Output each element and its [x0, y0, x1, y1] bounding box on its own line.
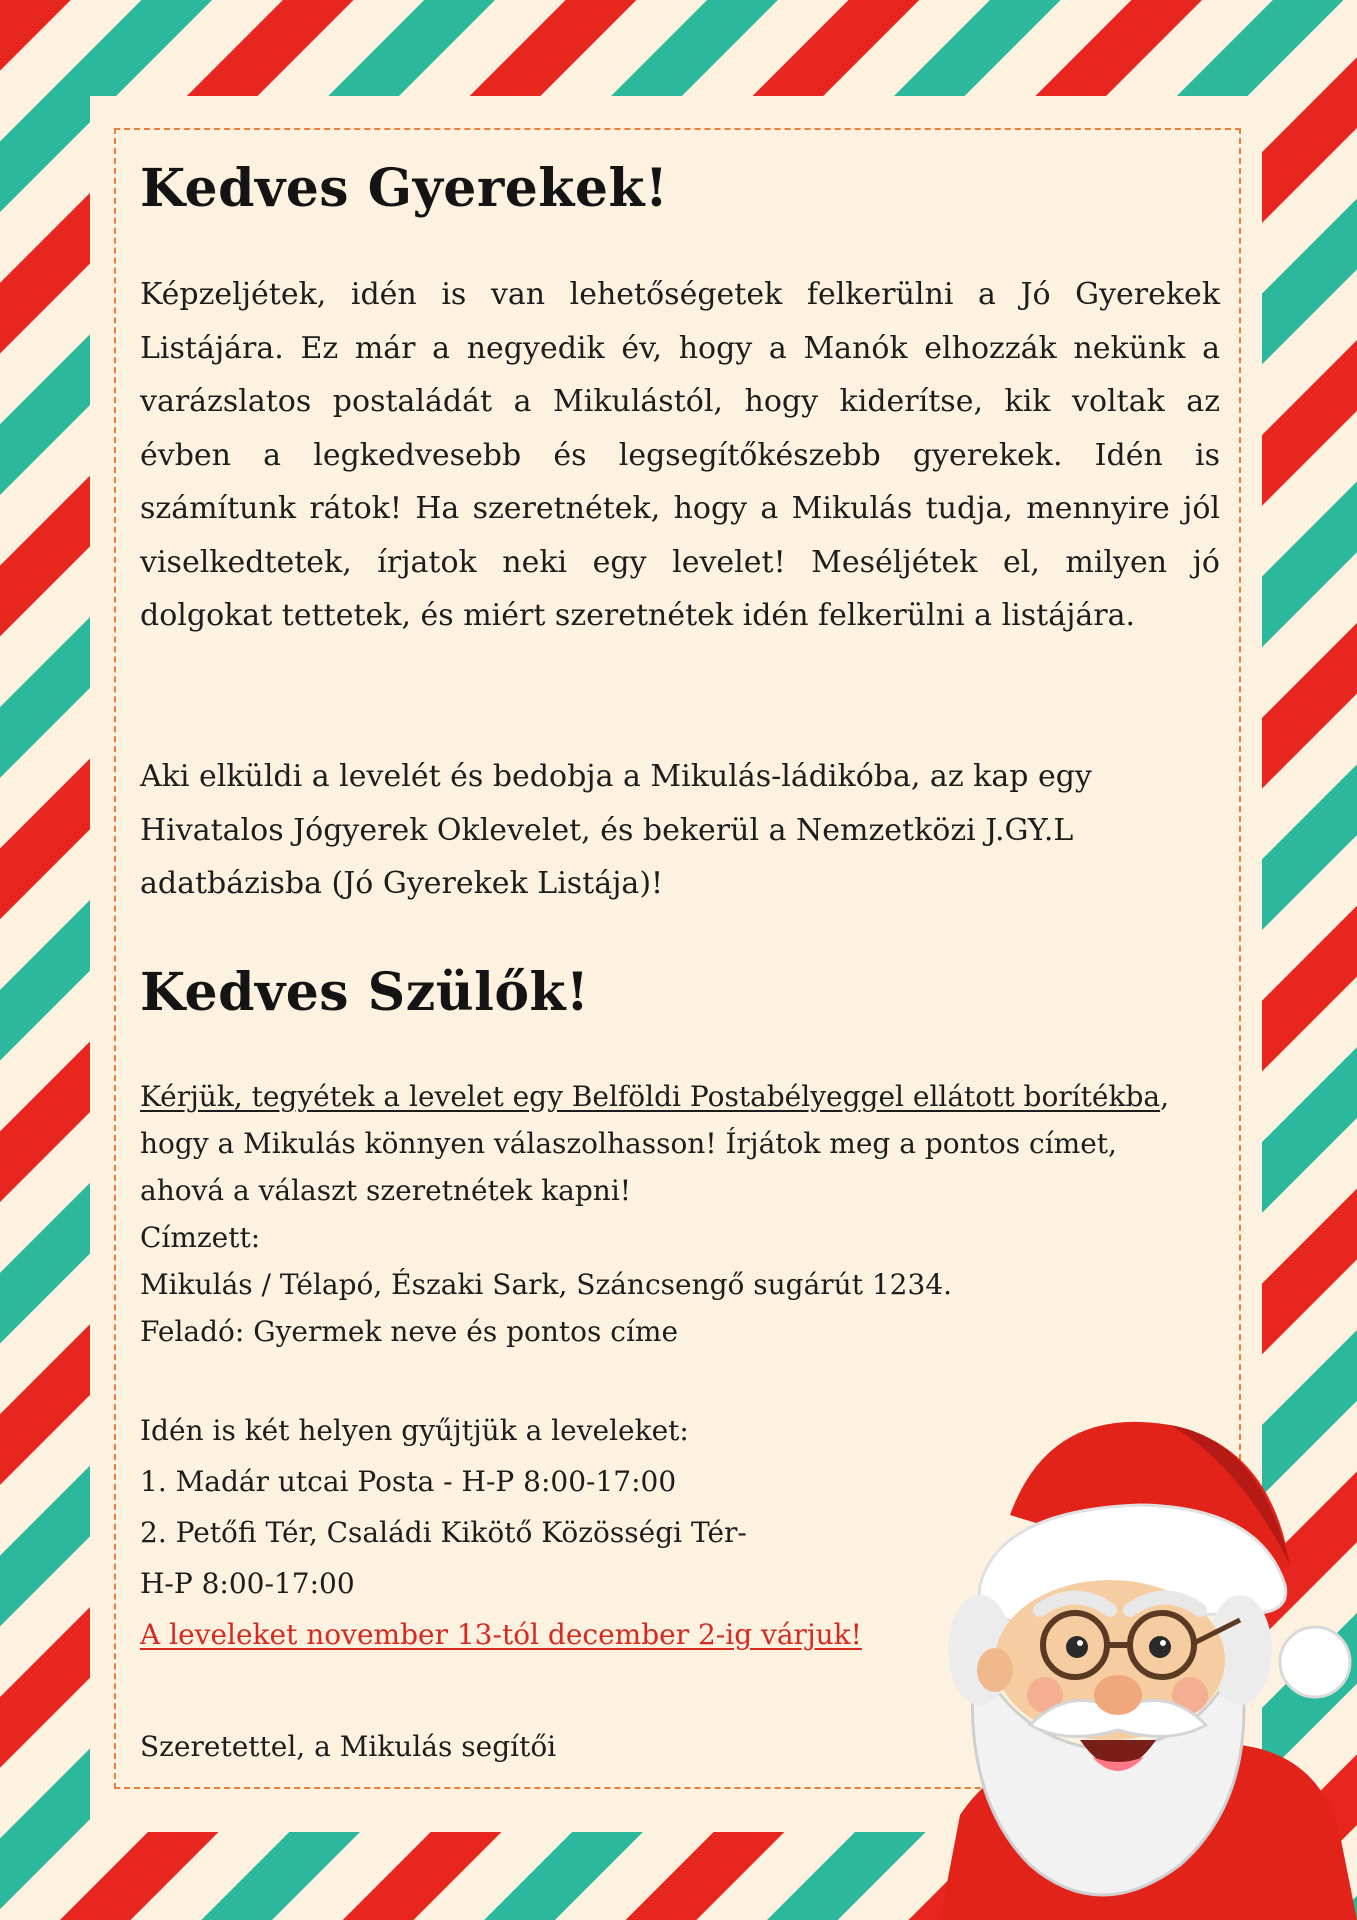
envelope-instruction-underlined: Kérjük, tegyétek a levelet egy Belföldi Postabélyeggel ellátott borítékba	[140, 1080, 1161, 1113]
collection-location-2-line1: 2. Petőfi Tér, Családi Kikötő Közösségi Tér-	[140, 1516, 747, 1549]
kids-body-text: Képzeljétek, idén is van lehetőségetek felkerülni a Jó Gyerekek Listájára. Ez már a negyedik év, hogy a Manók elhozzák nekünk a varázslatos postaládát a Mikulástól, hogy kiderítse, kik voltak az évben a legkedvesebb és legsegítőkészebb gyerekek. Idén is számítunk rátok! Ha szeretnétek, hogy a Mikulás tudja, mennyire jól viselkedtetek, írjatok neki egy levelet! Meséljétek el, milyen jó dolgokat tettetek, és miért szeretnétek idén felkerülni a listájára.	[140, 277, 1220, 633]
collection-location-1: 1. Madár utcai Posta - H-P 8:00-17:00	[140, 1465, 677, 1498]
sender-line: Feladó: Gyermek neve és pontos címe	[140, 1315, 679, 1348]
signature: Szeretettel, a Mikulás segítői	[140, 1730, 557, 1763]
collection-location-2-line2: H-P 8:00-17:00	[140, 1567, 355, 1600]
recipient-label: Címzett:	[140, 1221, 261, 1254]
deadline-notice: A leveleket november 13-tól december 2-ig várjuk!	[140, 1618, 862, 1651]
parents-instructions	[140, 1073, 1200, 1355]
collection-intro: Idén is két helyen gyűjtjük a leveleket:	[140, 1414, 689, 1447]
envelope-instruction	[140, 1073, 1200, 1214]
santa-illustration	[940, 1395, 1357, 1920]
parents-heading: Kedves Szülők!	[140, 962, 590, 1023]
kids-heading: Kedves Gyerekek!	[140, 158, 669, 219]
recipient-address: Mikulás / Télapó, Északi Sark, Száncsengő sugárút 1234.	[140, 1268, 953, 1301]
envelope-instruction-rest: , hogy a Mikulás könnyen válaszolhasson! Írjátok meg a pontos címet, ahová a választ szeretnétek kapni!	[140, 1080, 1169, 1207]
kids-prize-text: Aki elküldi a levelét és bedobja a Mikulás-ládikóba, az kap egy Hivatalos Jógyerek Oklevelet, és bekerül a Nemzetközi J.GY.L adatbázisba (Jó Gyerekek Listája)!	[140, 759, 1092, 901]
